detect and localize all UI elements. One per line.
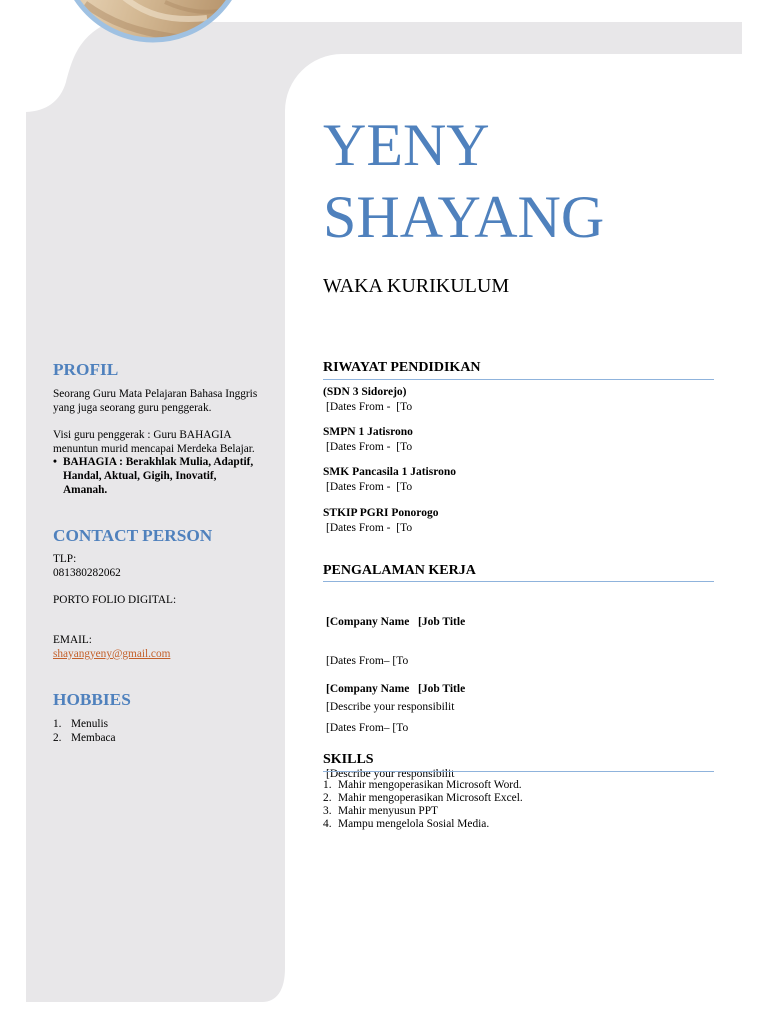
education-dates: [Dates From - [To: [326, 481, 413, 493]
phone-number: 081380282062: [53, 566, 121, 579]
list-number: 2.: [323, 792, 332, 804]
list-item: [53, 732, 116, 746]
education-entry: [323, 465, 456, 495]
education-dates: [Dates From - [To: [326, 522, 413, 534]
first-name: YENY: [323, 112, 490, 178]
education-dates: [Dates From - [To: [326, 401, 413, 413]
vision-line: menuntun murid mencapai Merdeka Belajar.: [53, 442, 255, 455]
skills-heading: SKILLS: [323, 752, 374, 767]
email-label: EMAIL:: [53, 634, 92, 646]
education-dates: [Dates From - [To: [326, 441, 413, 453]
profil-line: yang juga seorang guru penggerak.: [53, 401, 212, 414]
portfolio-label: PORTO FOLIO DIGITAL:: [53, 594, 177, 606]
phone-block: [53, 553, 121, 580]
profile-photo: [55, 0, 255, 48]
experience-dates: [Dates From– [To: [326, 722, 409, 734]
company-job-title: [Company Name [Job Title: [326, 683, 466, 695]
list-number: 1.: [323, 779, 332, 791]
profil-line: Seorang Guru Mata Pelajaran Bahasa Inggris: [53, 388, 258, 400]
skill-text: Mahir mengoperasikan Microsoft Excel.: [338, 792, 523, 804]
hobby-text: Membaca: [71, 731, 116, 744]
experience-description: [Describe your responsibilit: [326, 701, 455, 713]
list-item: [323, 805, 523, 818]
section-divider: [323, 379, 714, 380]
last-name: SHAYANG: [323, 184, 605, 250]
school-name: (SDN 3 Sidorejo): [323, 386, 407, 398]
education-entry: [323, 425, 413, 455]
skill-text: Mahir menyusun PPT: [338, 805, 438, 817]
education-entry: [323, 506, 438, 536]
hobby-text: Menulis: [71, 718, 109, 730]
bullet-item: [53, 456, 255, 497]
email-block: [53, 634, 170, 661]
bullet-icon: •: [53, 456, 57, 469]
bullet-line: BAHAGIA : Berakhlak Mulia, Adaptif,: [63, 456, 254, 469]
experience-entry: [326, 657, 465, 794]
profil-vision: [53, 429, 255, 498]
list-number: 2.: [53, 731, 62, 744]
education-heading: RIWAYAT PENDIDIKAN: [323, 360, 481, 375]
section-divider: [323, 581, 714, 582]
job-title: WAKA KURIKULUM: [323, 275, 510, 297]
skill-text: Mampu mengelola Sosial Media.: [338, 818, 490, 830]
hobbies-list: [53, 718, 116, 745]
school-name: STKIP PGRI Ponorogo: [323, 507, 439, 519]
list-number: 4.: [323, 818, 332, 830]
bullet-line: Handal, Aktual, Gigih, Inovatif,: [63, 470, 217, 483]
list-number: 1.: [53, 718, 62, 730]
experience-description: [Describe your responsibilit: [326, 768, 455, 780]
list-number: 3.: [323, 805, 332, 817]
experience-dates: [Dates From– [To: [326, 655, 409, 667]
email-link[interactable]: shayangyeny@gmail.com: [53, 647, 171, 660]
school-name: SMK Pancasila 1 Jatisrono: [323, 466, 457, 478]
school-name: SMPN 1 Jatisrono: [323, 426, 413, 438]
list-item: [323, 818, 523, 831]
list-item: [323, 792, 523, 805]
profil-paragraph: [53, 388, 257, 415]
phone-label: TLP:: [53, 553, 77, 565]
skills-list: [323, 779, 523, 831]
company-job-title: [Company Name [Job Title: [326, 616, 466, 628]
bullet-line: Amanah.: [63, 483, 108, 496]
skill-text: Mahir mengoperasikan Microsoft Word.: [338, 779, 522, 791]
profil-heading: PROFIL: [53, 360, 119, 379]
bullet-text: [63, 456, 255, 497]
education-entry: [323, 385, 412, 415]
candidate-name: [323, 109, 604, 253]
hobbies-heading: HOBBIES: [53, 690, 131, 709]
contact-heading: CONTACT PERSON: [53, 526, 213, 545]
list-item: [53, 718, 116, 732]
vision-line: Visi guru penggerak : Guru BAHAGIA: [53, 429, 232, 441]
list-item: [323, 779, 523, 792]
section-divider: [323, 771, 714, 772]
experience-heading: PENGALAMAN KERJA: [323, 563, 476, 578]
